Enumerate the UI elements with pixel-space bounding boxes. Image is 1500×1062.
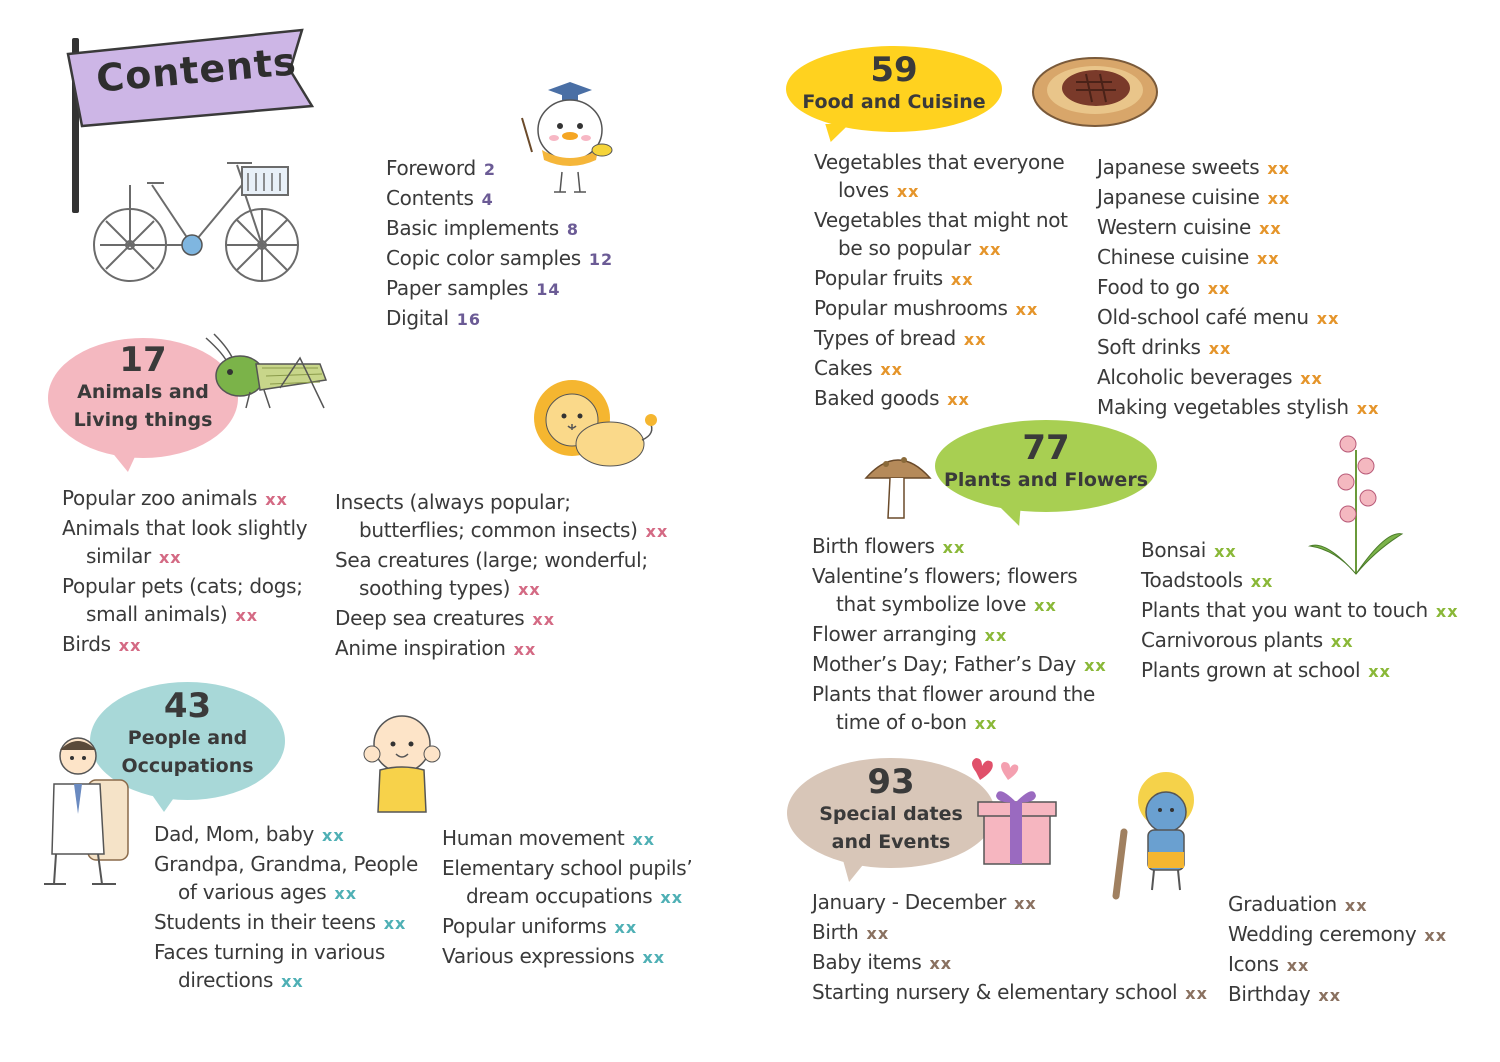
- entry-label-line2: butterflies; common insects): [359, 518, 638, 542]
- page-number: xx: [1435, 602, 1459, 621]
- front-matter-item: [386, 214, 613, 244]
- list-item: [812, 918, 1208, 948]
- list-item: [1097, 183, 1379, 213]
- page-number: xx: [334, 884, 358, 903]
- list-item: [62, 630, 307, 660]
- page-number: xx: [532, 610, 556, 629]
- section-title-people-2: Occupations: [121, 755, 254, 777]
- entry-label: Wedding ceremony: [1228, 922, 1417, 946]
- entry-label-continued: [154, 966, 418, 996]
- page-number: xx: [118, 636, 142, 655]
- list-item: [1141, 566, 1459, 596]
- section-title-people-1: People and: [127, 727, 248, 749]
- entry-label: Chinese cuisine: [1097, 245, 1249, 269]
- people-list-left: [154, 820, 418, 996]
- page-number: xx: [642, 948, 666, 967]
- list-item: [154, 820, 418, 850]
- page-number: xx: [383, 914, 407, 933]
- entry-label: Flower arranging: [812, 622, 977, 646]
- section-bubble-food: [786, 46, 1002, 132]
- steak-illustration: [1030, 52, 1160, 128]
- list-item: [335, 634, 668, 664]
- section-number-plants: 77: [1022, 428, 1070, 468]
- page-number: xx: [1318, 986, 1342, 1005]
- page-number: xx: [1259, 219, 1282, 238]
- page-number: xx: [265, 490, 288, 509]
- page-number: xx: [1250, 572, 1274, 591]
- entry-label: Paper samples: [386, 276, 529, 300]
- page-number: xx: [942, 538, 966, 557]
- page-number: xx: [978, 240, 1002, 259]
- page-number: xx: [513, 640, 537, 659]
- list-item: [812, 620, 1107, 650]
- page-number: xx: [974, 714, 998, 733]
- list-item: [1228, 920, 1447, 950]
- page-number: xx: [518, 580, 541, 599]
- list-item: [62, 514, 307, 572]
- section-title-animals-1: Animals and: [77, 381, 209, 403]
- entry-label: Birthday: [1228, 982, 1311, 1006]
- page-number: xx: [947, 390, 970, 409]
- entry-label: Foreword: [386, 156, 476, 180]
- entry-label: Sea creatures (large; wonderful;: [335, 548, 648, 572]
- entry-label: Baby items: [812, 950, 922, 974]
- page-number: xx: [1015, 300, 1039, 319]
- entry-label: Types of bread: [814, 326, 956, 350]
- entry-label: Anime inspiration: [335, 636, 506, 660]
- entry-label-line2: soothing types): [359, 576, 511, 600]
- page-number: xx: [950, 270, 974, 289]
- events-list-right: [1228, 890, 1447, 1010]
- entry-label: Popular mushrooms: [814, 296, 1008, 320]
- front-matter-item: [386, 244, 613, 274]
- page-number: 2: [483, 160, 497, 179]
- entry-label: Graduation: [1228, 892, 1337, 916]
- entry-label-continued: [442, 882, 692, 912]
- entry-label: Japanese sweets: [1097, 155, 1260, 179]
- list-item: [814, 384, 1068, 414]
- page-number: xx: [929, 954, 953, 973]
- oni-demon-illustration: [1110, 772, 1200, 900]
- list-item: [814, 148, 1068, 206]
- list-item: [1097, 303, 1379, 333]
- bubble-tail: [819, 124, 850, 142]
- page-number: xx: [1356, 399, 1380, 418]
- page-number: 14: [536, 280, 561, 299]
- list-item: [1141, 536, 1459, 566]
- page-number: xx: [614, 918, 638, 937]
- page-number: 16: [456, 310, 482, 329]
- list-item: [1097, 393, 1379, 423]
- entry-label: Deep sea creatures: [335, 606, 525, 630]
- section-title-animals-2: Living things: [73, 409, 213, 431]
- entry-label: Human movement: [442, 826, 625, 850]
- entry-label: Vegetables that everyone: [814, 150, 1065, 174]
- food-list-right: [1097, 153, 1379, 423]
- entry-label: Popular fruits: [814, 266, 943, 290]
- page-number: xx: [281, 972, 304, 991]
- page-number: xx: [1267, 159, 1290, 178]
- entry-label: Toadstools: [1141, 568, 1243, 592]
- entry-label: Soft drinks: [1097, 335, 1201, 359]
- entry-label-line2: small animals): [86, 602, 228, 626]
- entry-label-line2: time of o-bon: [836, 710, 967, 734]
- section-number-animals: 17: [119, 340, 167, 380]
- entry-label-line2: that symbolize love: [836, 592, 1027, 616]
- front-matter-item: [386, 274, 613, 304]
- entry-label: Plants that flower around the: [812, 682, 1096, 706]
- list-item: [1141, 656, 1459, 686]
- list-item: [335, 488, 668, 546]
- section-number-events: 93: [867, 762, 915, 802]
- list-item: [814, 354, 1068, 384]
- contents-title: Contents: [94, 39, 299, 101]
- entry-label-continued: [154, 878, 418, 908]
- front-matter-list: [386, 154, 613, 334]
- list-item: [812, 978, 1208, 1008]
- page-number: xx: [1256, 249, 1280, 268]
- entry-label: Vegetables that might not: [814, 208, 1068, 232]
- list-item: [812, 650, 1107, 680]
- entry-label-continued: [814, 234, 1068, 264]
- entry-label: Starting nursery & elementary school: [812, 980, 1178, 1004]
- entry-label: January - December: [812, 890, 1007, 914]
- entry-label: Old-school café menu: [1097, 305, 1309, 329]
- list-item: [154, 938, 418, 996]
- page-number: xx: [1208, 339, 1232, 358]
- page-number: xx: [1214, 542, 1237, 561]
- page-number: xx: [660, 888, 684, 907]
- list-item: [1097, 273, 1379, 303]
- doctor-illustration: [38, 724, 133, 894]
- list-item: [1141, 626, 1459, 656]
- entry-label: Plants that you want to touch: [1141, 598, 1428, 622]
- page-number: xx: [896, 182, 920, 201]
- list-item: [814, 324, 1068, 354]
- people-list-right: [442, 824, 692, 972]
- page-number: xx: [1084, 656, 1107, 675]
- events-list-left: [812, 888, 1208, 1008]
- list-item: [1097, 153, 1379, 183]
- section-number-people: 43: [163, 686, 212, 726]
- section-number-food: 59: [870, 50, 918, 90]
- entry-label-continued: [62, 600, 307, 630]
- grasshopper-illustration: [200, 328, 330, 410]
- section-title-events-2: and Events: [831, 831, 951, 853]
- entry-label-line2: directions: [178, 968, 274, 992]
- entry-label: Making vegetables stylish: [1097, 395, 1349, 419]
- bicycle-illustration: [92, 145, 307, 290]
- page-number: xx: [1424, 926, 1448, 945]
- animals-list-left: [62, 484, 307, 660]
- bubble-tail: [150, 792, 178, 812]
- entry-label: Baked goods: [814, 386, 940, 410]
- page-number: xx: [1034, 596, 1057, 615]
- page-number: xx: [880, 360, 903, 379]
- entry-label: Elementary school pupils’: [442, 856, 693, 880]
- list-item: [62, 572, 307, 630]
- list-item: [1228, 950, 1447, 980]
- entry-label: Alcoholic beverages: [1097, 365, 1293, 389]
- entry-label-continued: [335, 574, 668, 604]
- entry-label: Bonsai: [1141, 538, 1207, 562]
- list-item: [814, 206, 1068, 264]
- page-number: xx: [645, 522, 669, 541]
- list-item: [442, 854, 692, 912]
- list-item: [812, 948, 1208, 978]
- entry-label: Cakes: [814, 356, 873, 380]
- list-item: [1097, 243, 1379, 273]
- entry-label: Icons: [1228, 952, 1279, 976]
- entry-label: Japanese cuisine: [1097, 185, 1260, 209]
- entry-label: Birth: [812, 920, 859, 944]
- animals-list-right: [335, 488, 668, 664]
- list-item: [335, 546, 668, 604]
- entry-label-continued: [812, 708, 1107, 738]
- entry-label-line2: dream occupations: [466, 884, 653, 908]
- page-number: 4: [481, 190, 494, 209]
- entry-label: Carnivorous plants: [1141, 628, 1323, 652]
- plants-list-right: [1141, 536, 1459, 686]
- entry-label: Various expressions: [442, 944, 635, 968]
- list-item: [335, 604, 668, 634]
- page-number: xx: [235, 606, 259, 625]
- entry-label-line2: of various ages: [178, 880, 327, 904]
- page-number: 12: [588, 250, 614, 269]
- baby-illustration: [360, 708, 445, 816]
- entry-label: Basic implements: [386, 216, 559, 240]
- entry-label-line2: be so popular: [838, 236, 971, 260]
- entry-label-continued: [812, 590, 1107, 620]
- page-number: xx: [1286, 956, 1310, 975]
- entry-label: Plants grown at school: [1141, 658, 1361, 682]
- list-item: [1097, 333, 1379, 363]
- list-item: [154, 908, 418, 938]
- page-number: xx: [1330, 632, 1354, 651]
- list-item: [812, 562, 1107, 620]
- list-item: [1228, 980, 1447, 1010]
- gift-box-illustration: [962, 758, 1060, 868]
- section-title-food: Food and Cuisine: [802, 91, 986, 113]
- list-item: [62, 484, 307, 514]
- list-item: [814, 264, 1068, 294]
- page-number: xx: [963, 330, 987, 349]
- list-item: [814, 294, 1068, 324]
- entry-label-line2: similar: [86, 544, 151, 568]
- list-item: [812, 680, 1107, 738]
- page-number: 8: [566, 220, 579, 239]
- front-matter-item: [386, 304, 613, 334]
- list-item: [1097, 363, 1379, 393]
- list-item: [812, 532, 1107, 562]
- page-number: xx: [1207, 279, 1231, 298]
- section-title-events-1: Special dates: [819, 803, 963, 825]
- entry-label: Food to go: [1097, 275, 1200, 299]
- entry-label: Mother’s Day; Father’s Day: [812, 652, 1077, 676]
- list-item: [812, 888, 1208, 918]
- entry-label: Copic color samples: [386, 246, 581, 270]
- entry-label: Animals that look slightly: [62, 516, 308, 540]
- front-matter-item: [386, 154, 613, 184]
- entry-label: Students in their teens: [154, 910, 376, 934]
- entry-label: Digital: [386, 306, 449, 330]
- list-item: [154, 850, 418, 908]
- entry-label: Valentine’s flowers; flowers: [812, 564, 1078, 588]
- entry-label: Western cuisine: [1097, 215, 1252, 239]
- bubble-tail: [837, 860, 867, 882]
- list-item: [1228, 890, 1447, 920]
- page-number: xx: [1316, 309, 1340, 328]
- entry-label-line2: loves: [838, 178, 889, 202]
- entry-label: Grandpa, Grandma, People: [154, 852, 419, 876]
- lion-illustration: [530, 374, 665, 474]
- entry-label: Faces turning in various: [154, 940, 385, 964]
- page-number: xx: [1185, 984, 1208, 1003]
- entry-label: Popular pets (cats; dogs;: [62, 574, 303, 598]
- entry-label: Popular zoo animals: [62, 486, 258, 510]
- mushroom-illustration: [862, 448, 934, 522]
- entry-label-continued: [335, 516, 668, 546]
- entry-label: Popular uniforms: [442, 914, 607, 938]
- section-title-plants: Plants and Flowers: [943, 469, 1149, 491]
- entry-label: Birth flowers: [812, 534, 935, 558]
- entry-label-continued: [62, 542, 307, 572]
- page-number: xx: [1344, 896, 1368, 915]
- food-list-left: [814, 148, 1068, 414]
- entry-label-continued: [814, 176, 1068, 206]
- page-number: xx: [322, 826, 345, 845]
- page-number: xx: [158, 548, 182, 567]
- bubble-tail: [110, 450, 142, 472]
- page-number: xx: [632, 830, 656, 849]
- list-item: [442, 942, 692, 972]
- list-item: [1141, 596, 1459, 626]
- section-bubble-plants: [935, 420, 1157, 512]
- page-number: xx: [1300, 369, 1323, 388]
- list-item: [442, 824, 692, 854]
- page-number: xx: [1014, 894, 1037, 913]
- entry-label: Dad, Mom, baby: [154, 822, 315, 846]
- entry-label: Birds: [62, 632, 111, 656]
- page-number: xx: [1368, 662, 1391, 681]
- page-number: xx: [984, 626, 1008, 645]
- plants-list-left: [812, 532, 1107, 738]
- front-matter-item: [386, 184, 613, 214]
- page-number: xx: [1267, 189, 1291, 208]
- page-number: xx: [866, 924, 890, 943]
- entry-label: Insects (always popular;: [335, 490, 571, 514]
- list-item: [442, 912, 692, 942]
- list-item: [1097, 213, 1379, 243]
- entry-label: Contents: [386, 186, 474, 210]
